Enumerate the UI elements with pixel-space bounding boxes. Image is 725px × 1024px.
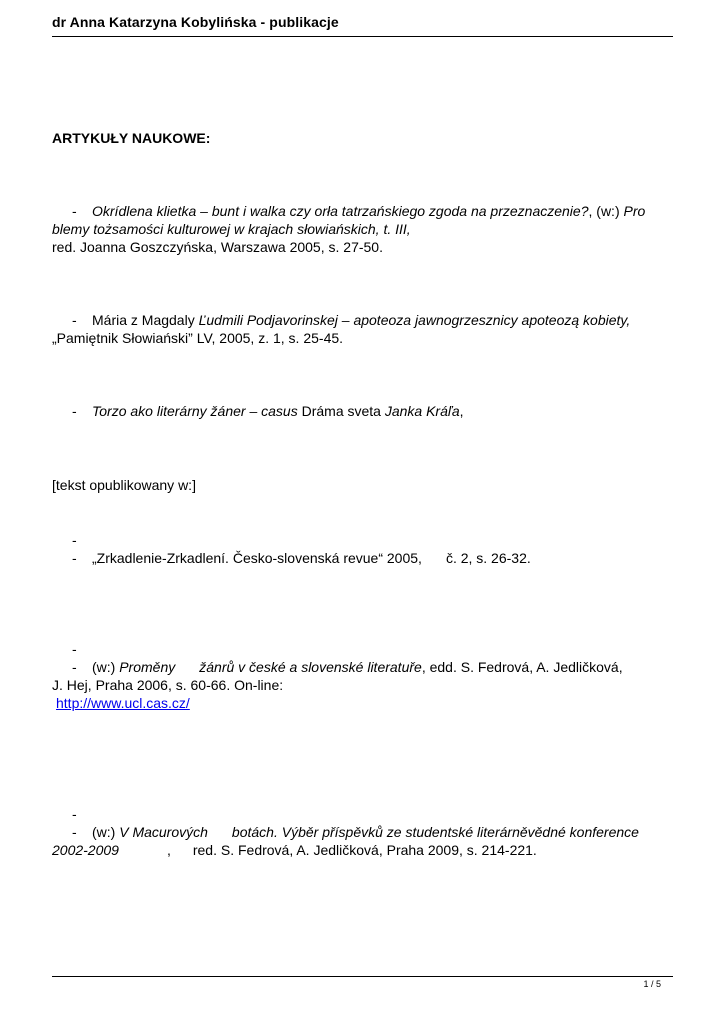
- entry-2-title: Ľudmili Podjavorinskej – apoteoza jawnogrzesznicy apoteozą kobiety,: [198, 312, 631, 328]
- entry-dash: -: [72, 550, 77, 566]
- entry-6-comma: ,: [166, 842, 171, 858]
- entry-dash: -: [72, 824, 77, 840]
- footer-divider: [52, 976, 673, 977]
- entry-1: [52, 202, 677, 256]
- header-divider: [52, 36, 673, 37]
- entry-6-title-a: V Macurových: [119, 824, 208, 840]
- entry-6-rest: red. S. Fedrová, A. Jedličková, Praha 2009, s. 214-221.: [192, 842, 537, 858]
- entry-dash: -: [72, 203, 77, 219]
- entry-1-book-a: Pro: [623, 203, 646, 219]
- entry-5-title-a: Proměny: [119, 659, 176, 675]
- entry-5-rest2: J. Hej, Praha 2006, s. 60-66. On-line:: [52, 677, 284, 693]
- entry-3-end: ,: [459, 403, 464, 419]
- entry-3-author: Janka Kráľa: [384, 403, 460, 419]
- entry-1-rest: red. Joanna Goszczyńska, Warszawa 2005, s. 27-50.: [52, 239, 383, 255]
- entry-1-book-b: blemy tożsamości kulturowej w krajach słowiańskich, t. III,: [52, 221, 411, 237]
- entry-6-in: (w:): [92, 824, 120, 840]
- entry-3-mid: Dráma sveta: [297, 403, 385, 419]
- entry-1-in: , (w:): [588, 203, 624, 219]
- page-number: 1 / 5: [643, 979, 661, 989]
- entry-dash: -: [72, 403, 77, 419]
- entry-4-text-b: č. 2, s. 26-32.: [445, 550, 531, 566]
- entry-5-in: (w:): [92, 659, 120, 675]
- entry-5: [52, 640, 677, 712]
- entry-dash-top: -: [72, 806, 77, 822]
- entry-4-text-a: „Zrkadlenie-Zrkadlení. Česko-slovenská revue“ 2005,: [92, 550, 422, 566]
- entry-4: [52, 531, 677, 567]
- entry-dash-top: -: [72, 532, 77, 548]
- entry-2-rest: „Pamiętnik Słowiański” LV, 2005, z. 1, s. 25-45.: [52, 330, 344, 346]
- entry-1-title: Okrídlena klietka – bunt i walka czy orła tatrzańskiego zgoda na przeznaczenie?: [92, 203, 589, 219]
- entry-2-prefix: Mária z Magdaly: [92, 312, 199, 328]
- entry-2: [52, 311, 677, 347]
- page-header-title: dr Anna Katarzyna Kobylińska - publikacje: [52, 14, 339, 30]
- entry-3-title: Torzo ako literárny žáner – casus: [92, 403, 298, 419]
- entry-3: [52, 402, 677, 420]
- entry-5-title-b: žánrů v české a slovenské literatuře: [199, 659, 422, 675]
- entry-5-rest: , edd. S. Fedrová, A. Jedličková,: [421, 659, 623, 675]
- entry-dash-top: -: [72, 641, 77, 657]
- entry-6: [52, 805, 677, 859]
- published-in-label: [tekst opublikowany w:]: [52, 477, 196, 493]
- entry-6-title-b: botách. Výběr příspěvků ze studentské literárněvědné konference: [231, 824, 639, 840]
- entry-dash: -: [72, 312, 77, 328]
- entry-5-link[interactable]: http://www.ucl.cas.cz/: [56, 695, 190, 711]
- entry-dash: -: [72, 659, 77, 675]
- section-title: ARTYKUŁY NAUKOWE:: [52, 130, 211, 146]
- entry-6-title-c: 2002-2009: [52, 842, 119, 858]
